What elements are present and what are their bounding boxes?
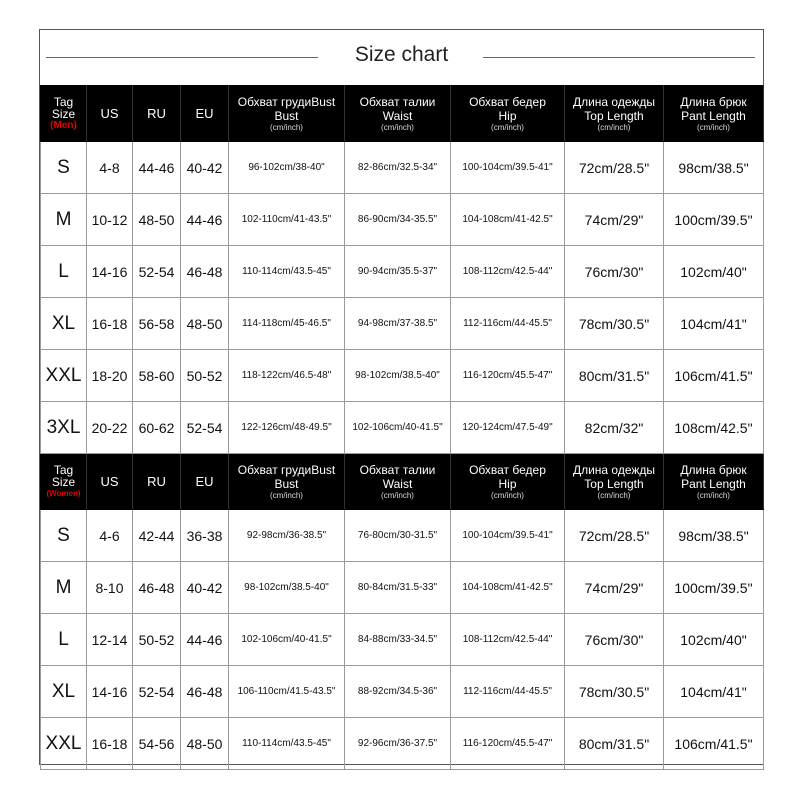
pant-unit: (cm/inch)	[697, 122, 730, 132]
women-label: (Women)	[46, 488, 81, 498]
pant-label-ru: Длина брюк	[680, 94, 747, 109]
bust-cell: 102-110cm/41-43.5"	[229, 194, 345, 246]
waist-cell: 80-84cm/31.5-33"	[345, 562, 451, 614]
bust-label-en: Bust	[274, 108, 299, 123]
hip-cell: 116-120cm/45.5-47"	[451, 350, 565, 402]
hip-cell: 104-108cm/41-42.5"	[451, 562, 565, 614]
pant-length-cell: 98cm/38.5"	[664, 510, 764, 562]
hip-label-en: Hip	[498, 476, 517, 491]
us-cell: 4-8	[87, 142, 133, 194]
title-band	[40, 30, 763, 85]
tag-size-cell: XXL	[41, 350, 87, 402]
eu-cell: 46-48	[181, 666, 229, 718]
waist-unit: (cm/inch)	[381, 122, 414, 132]
ru-cell: 52-54	[133, 246, 181, 298]
bust-cell: 114-118cm/45-46.5"	[229, 298, 345, 350]
table-row	[41, 510, 764, 562]
top-length-cell: 72cm/28.5"	[565, 142, 664, 194]
table-row	[41, 666, 764, 718]
waist-cell: 88-92cm/34.5-36"	[345, 666, 451, 718]
us-header: US	[87, 454, 133, 510]
women-header-row	[41, 454, 764, 510]
bust-header	[229, 454, 345, 510]
pant-length-cell: 100cm/39.5"	[664, 562, 764, 614]
bust-cell: 110-114cm/43.5-45"	[229, 718, 345, 770]
eu-cell: 44-46	[181, 194, 229, 246]
table-row	[41, 350, 764, 402]
bust-label-en: Bust	[274, 476, 299, 491]
top-label-ru: Длина одежды	[572, 462, 656, 477]
pant-unit: (cm/inch)	[697, 490, 730, 500]
ru-cell: 42-44	[133, 510, 181, 562]
eu-cell: 46-48	[181, 246, 229, 298]
bust-unit: (cm/inch)	[270, 122, 303, 132]
waist-label-ru: Обхват талии	[359, 462, 436, 477]
waist-unit: (cm/inch)	[381, 490, 414, 500]
us-cell: 16-18	[87, 298, 133, 350]
tag-size-cell: 3XL	[41, 402, 87, 454]
waist-cell: 84-88cm/33-34.5"	[345, 614, 451, 666]
bust-label-ru: Обхват грудиBust	[237, 462, 336, 477]
pant-length-cell: 106cm/41.5"	[664, 350, 764, 402]
tag-size-cell: M	[41, 194, 87, 246]
waist-label-ru: Обхват талии	[359, 94, 436, 109]
waist-header	[345, 86, 451, 142]
tag-size-cell: L	[41, 246, 87, 298]
top-length-cell: 82cm/32"	[565, 402, 664, 454]
top-length-header	[565, 86, 664, 142]
eu-cell: 48-50	[181, 718, 229, 770]
bust-label-ru: Обхват грудиBust	[237, 94, 336, 109]
top-unit: (cm/inch)	[597, 490, 631, 500]
hip-cell: 108-112cm/42.5-44"	[451, 246, 565, 298]
pant-length-header	[664, 86, 764, 142]
top-label-ru: Длина одежды	[572, 94, 656, 109]
us-cell: 18-20	[87, 350, 133, 402]
eu-cell: 40-42	[181, 562, 229, 614]
hip-cell: 112-116cm/44-45.5"	[451, 666, 565, 718]
waist-cell: 92-96cm/36-37.5"	[345, 718, 451, 770]
tag-label: Tag	[53, 462, 74, 477]
eu-header: EU	[181, 454, 229, 510]
us-header: US	[87, 86, 133, 142]
bust-unit: (cm/inch)	[270, 490, 303, 500]
pant-length-cell: 100cm/39.5"	[664, 194, 764, 246]
hip-cell: 104-108cm/41-42.5"	[451, 194, 565, 246]
us-cell: 12-14	[87, 614, 133, 666]
eu-cell: 52-54	[181, 402, 229, 454]
waist-cell: 82-86cm/32.5-34"	[345, 142, 451, 194]
hip-cell: 100-104cm/39.5-41"	[451, 510, 565, 562]
us-cell: 4-6	[87, 510, 133, 562]
ru-header: RU	[133, 86, 181, 142]
us-cell: 20-22	[87, 402, 133, 454]
pant-length-cell: 104cm/41"	[664, 666, 764, 718]
table-row	[41, 402, 764, 454]
pant-label-en: Pant Length	[681, 476, 746, 491]
pant-label-ru: Длина брюк	[680, 462, 747, 477]
pant-length-cell: 108cm/42.5"	[664, 402, 764, 454]
bust-cell: 118-122cm/46.5-48"	[229, 350, 345, 402]
table-row	[41, 562, 764, 614]
top-length-cell: 74cm/29"	[565, 194, 664, 246]
tag-size-header	[41, 454, 87, 510]
size-label: Size	[51, 106, 76, 121]
tag-size-cell: XL	[41, 666, 87, 718]
top-length-cell: 76cm/30"	[565, 614, 664, 666]
tag-size-header	[41, 86, 87, 142]
bust-header	[229, 86, 345, 142]
pant-length-cell: 102cm/40"	[664, 246, 764, 298]
top-label-en: Top Length	[584, 108, 644, 123]
men-header-row	[41, 86, 764, 142]
waist-cell: 98-102cm/38.5-40"	[345, 350, 451, 402]
eu-cell: 40-42	[181, 142, 229, 194]
eu-cell: 36-38	[181, 510, 229, 562]
ru-cell: 60-62	[133, 402, 181, 454]
hip-label-ru: Обхват бедер	[469, 462, 546, 477]
ru-cell: 54-56	[133, 718, 181, 770]
pant-length-cell: 102cm/40"	[664, 614, 764, 666]
bust-cell: 102-106cm/40-41.5"	[229, 614, 345, 666]
ru-cell: 44-46	[133, 142, 181, 194]
bust-cell: 122-126cm/48-49.5"	[229, 402, 345, 454]
ru-cell: 48-50	[133, 194, 181, 246]
bust-cell: 98-102cm/38.5-40"	[229, 562, 345, 614]
bust-cell: 110-114cm/43.5-45"	[229, 246, 345, 298]
hip-cell: 120-124cm/47.5-49"	[451, 402, 565, 454]
pant-length-cell: 104cm/41"	[664, 298, 764, 350]
top-length-cell: 76cm/30"	[565, 246, 664, 298]
table-row	[41, 194, 764, 246]
bust-cell: 92-98cm/36-38.5"	[229, 510, 345, 562]
table-row	[41, 246, 764, 298]
ru-cell: 56-58	[133, 298, 181, 350]
tag-label: Tag	[53, 94, 74, 109]
top-length-cell: 78cm/30.5"	[565, 666, 664, 718]
us-cell: 10-12	[87, 194, 133, 246]
ru-cell: 50-52	[133, 614, 181, 666]
us-cell: 16-18	[87, 718, 133, 770]
tag-size-cell: S	[41, 510, 87, 562]
waist-cell: 94-98cm/37-38.5"	[345, 298, 451, 350]
size-table	[40, 85, 764, 770]
waist-cell: 76-80cm/30-31.5"	[345, 510, 451, 562]
hip-cell: 112-116cm/44-45.5"	[451, 298, 565, 350]
eu-cell: 50-52	[181, 350, 229, 402]
pant-length-cell: 98cm/38.5"	[664, 142, 764, 194]
top-label-en: Top Length	[584, 476, 644, 491]
hip-label-en: Hip	[498, 108, 517, 123]
hip-header	[451, 86, 565, 142]
hip-unit: (cm/inch)	[491, 490, 524, 500]
bust-cell: 106-110cm/41.5-43.5"	[229, 666, 345, 718]
waist-cell: 102-106cm/40-41.5"	[345, 402, 451, 454]
waist-cell: 90-94cm/35.5-37"	[345, 246, 451, 298]
tag-size-cell: XXL	[41, 718, 87, 770]
eu-header: EU	[181, 86, 229, 142]
hip-cell: 116-120cm/45.5-47"	[451, 718, 565, 770]
hip-header	[451, 454, 565, 510]
top-length-cell: 74cm/29"	[565, 562, 664, 614]
pant-label-en: Pant Length	[681, 108, 746, 123]
page-title: Size chart	[354, 43, 449, 66]
size-chart-frame	[39, 29, 764, 765]
size-label: Size	[51, 474, 76, 489]
top-length-cell: 78cm/30.5"	[565, 298, 664, 350]
tag-size-cell: L	[41, 614, 87, 666]
top-length-cell: 72cm/28.5"	[565, 510, 664, 562]
top-length-cell: 80cm/31.5"	[565, 718, 664, 770]
hip-cell: 108-112cm/42.5-44"	[451, 614, 565, 666]
us-cell: 14-16	[87, 666, 133, 718]
ru-cell: 46-48	[133, 562, 181, 614]
us-cell: 14-16	[87, 246, 133, 298]
tag-size-cell: S	[41, 142, 87, 194]
ru-cell: 58-60	[133, 350, 181, 402]
top-length-cell: 80cm/31.5"	[565, 350, 664, 402]
pant-length-cell: 106cm/41.5"	[664, 718, 764, 770]
ru-header: RU	[133, 454, 181, 510]
ru-cell: 52-54	[133, 666, 181, 718]
us-cell: 8-10	[87, 562, 133, 614]
hip-cell: 100-104cm/39.5-41"	[451, 142, 565, 194]
tag-size-cell: XL	[41, 298, 87, 350]
bust-cell: 96-102cm/38-40"	[229, 142, 345, 194]
tag-size-cell: M	[41, 562, 87, 614]
top-length-header	[565, 454, 664, 510]
pant-length-header	[664, 454, 764, 510]
hip-label-ru: Обхват бедер	[469, 94, 546, 109]
waist-label-en: Waist	[382, 476, 413, 491]
title-divider-right	[483, 57, 755, 58]
waist-label-en: Waist	[382, 108, 413, 123]
table-row	[41, 298, 764, 350]
men-label: (Men)	[50, 119, 77, 131]
hip-unit: (cm/inch)	[491, 122, 524, 132]
waist-cell: 86-90cm/34-35.5"	[345, 194, 451, 246]
table-row	[41, 614, 764, 666]
eu-cell: 44-46	[181, 614, 229, 666]
eu-cell: 48-50	[181, 298, 229, 350]
table-row	[41, 718, 764, 770]
table-row	[41, 142, 764, 194]
waist-header	[345, 454, 451, 510]
top-unit: (cm/inch)	[597, 122, 631, 132]
